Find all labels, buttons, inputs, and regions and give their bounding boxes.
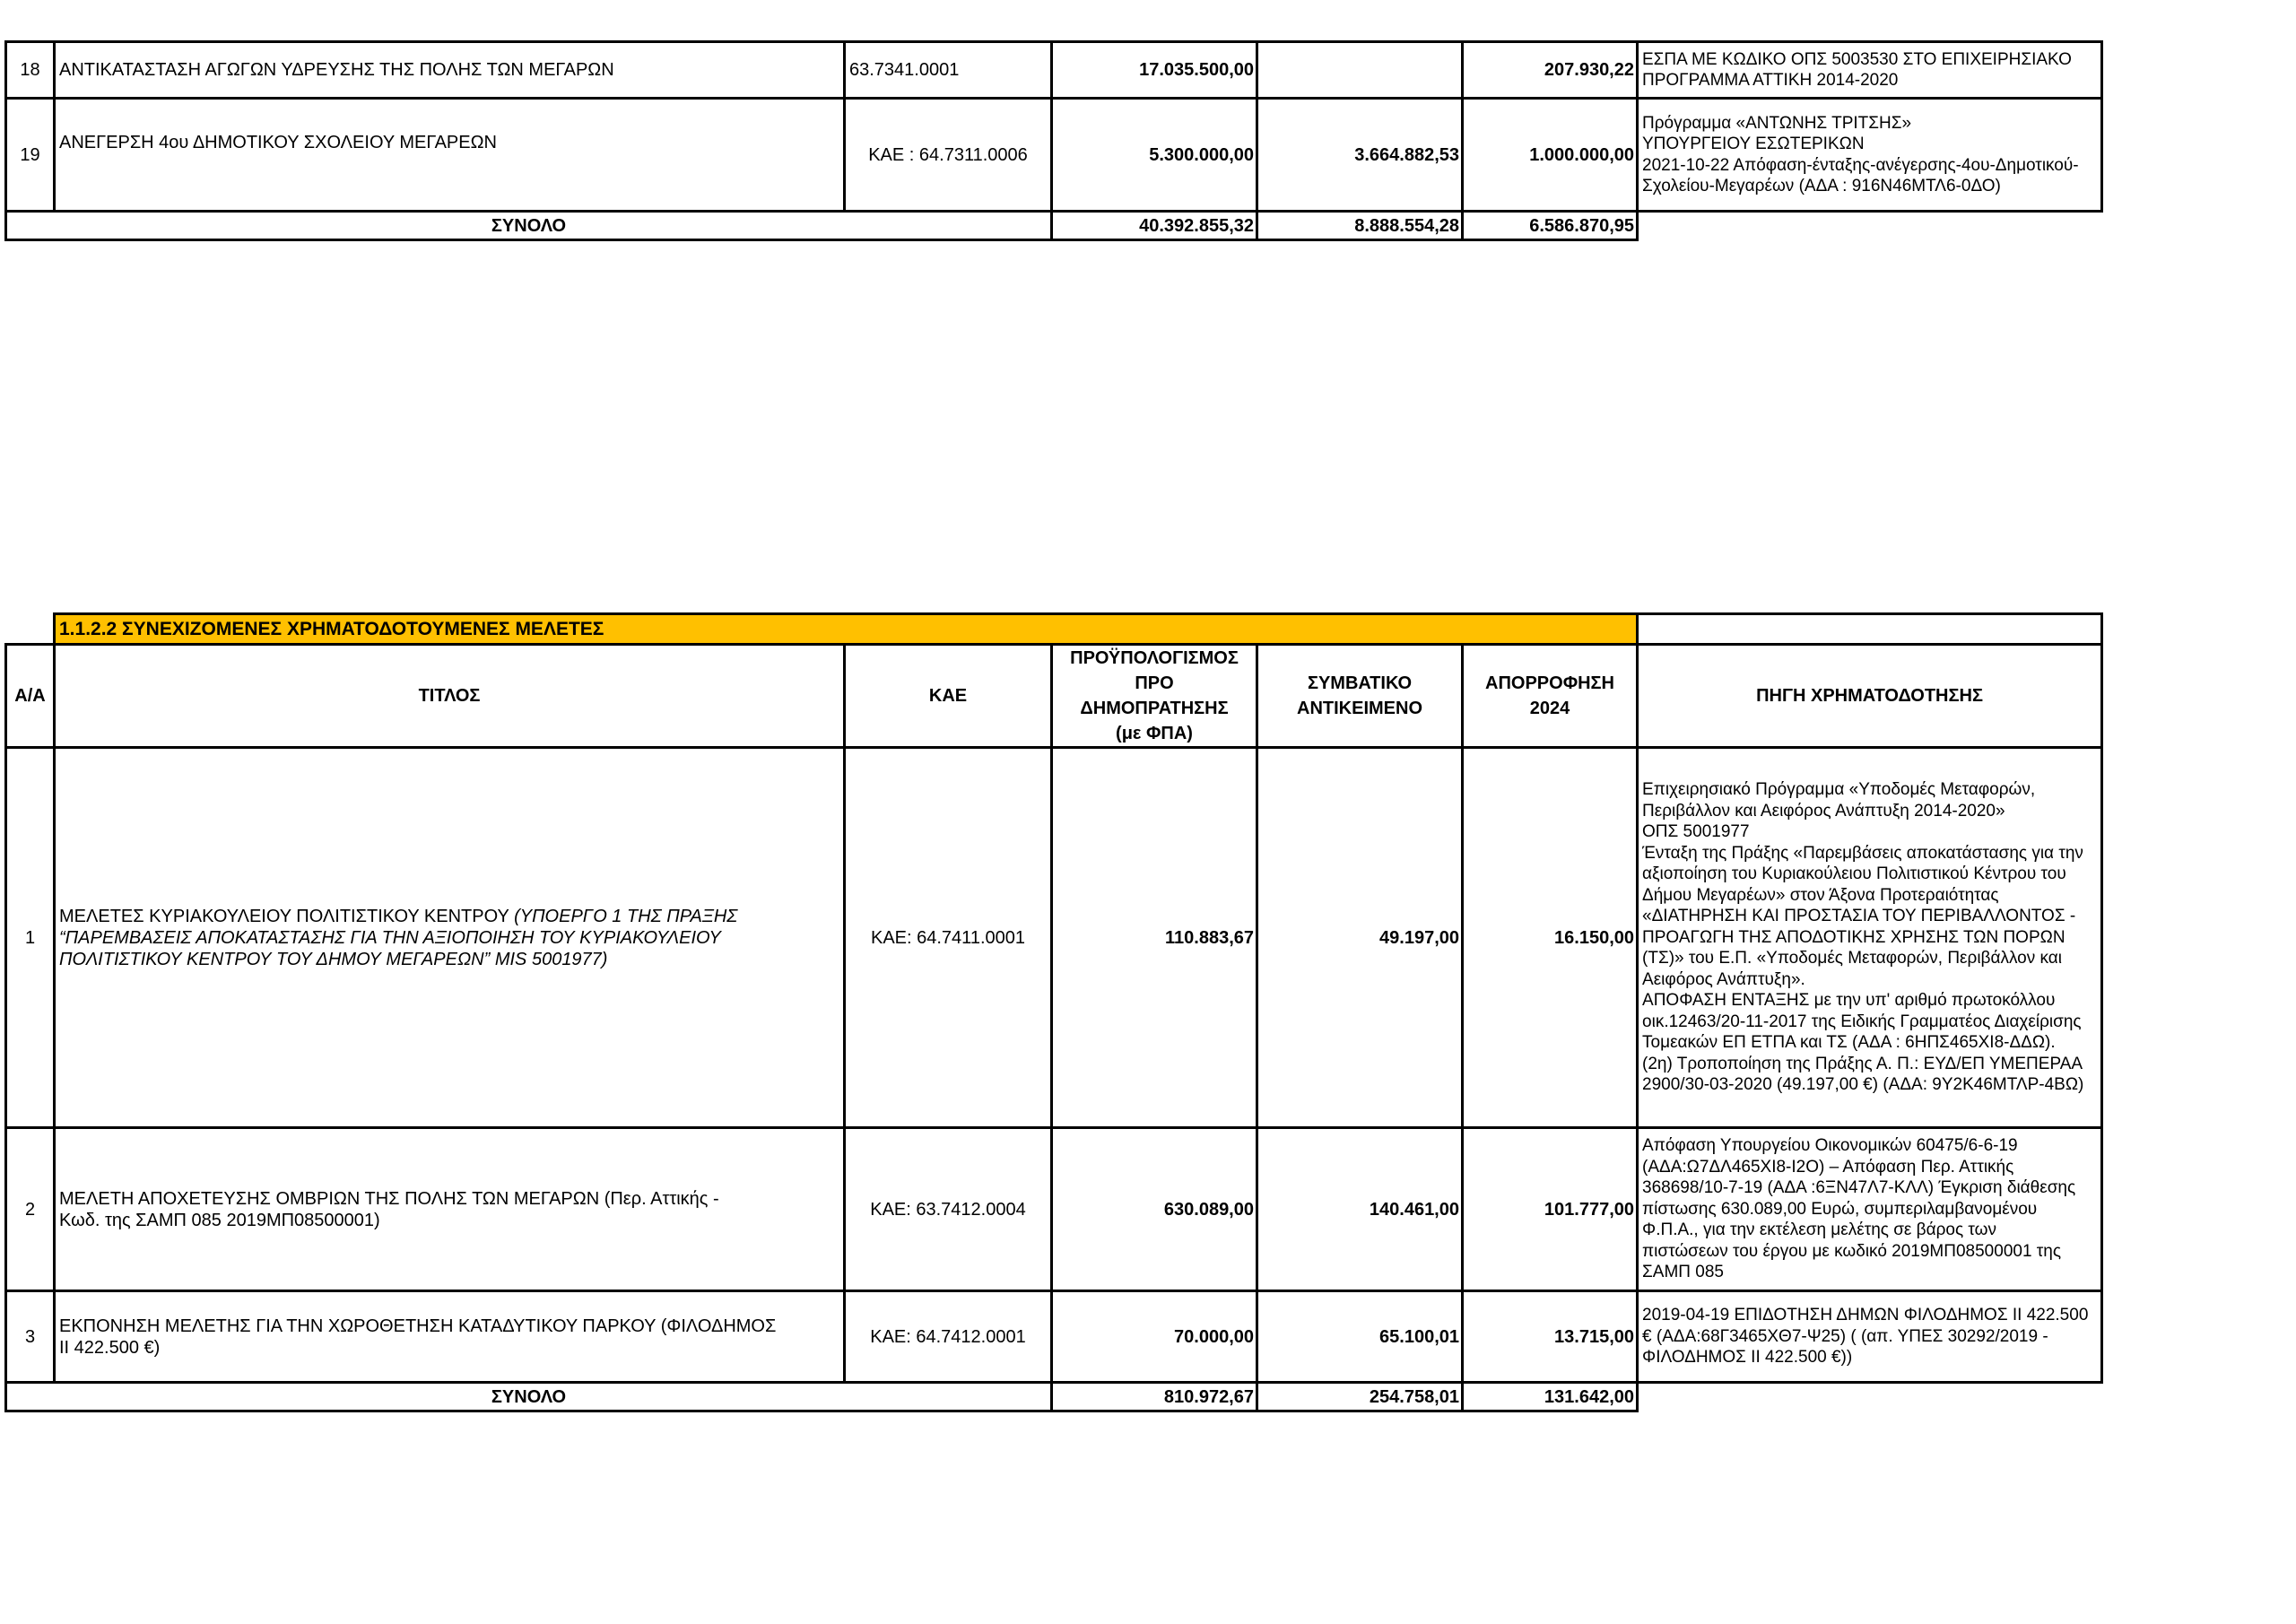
total-budget: 810.972,67 (1052, 1383, 1257, 1411)
total-absorption: 6.586.870,95 (1463, 212, 1638, 240)
contract-value: 49.197,00 (1257, 748, 1463, 1128)
total-budget: 40.392.855,32 (1052, 212, 1257, 240)
header-contract: ΣΥΜΒΑΤΙΚΟ ΑΝΤΙΚΕΙΜΕΝΟ (1257, 645, 1463, 748)
row-number: 2 (6, 1128, 55, 1291)
empty-cell (6, 614, 55, 645)
header-budget: ΠΡΟΫΠΟΛΟΓΙΣΜΟΣ ΠΡΟ ΔΗΜΟΠΡΑΤΗΣΗΣ (με ΦΠΑ) (1052, 645, 1257, 748)
contract-value: 3.664.882,53 (1257, 99, 1463, 212)
budget-value: 5.300.000,00 (1052, 99, 1257, 212)
empty-cell (1638, 1383, 2102, 1411)
kae-code: ΚΑΕ : 64.7311.0006 (845, 99, 1052, 212)
header-absorption: ΑΠΟΡΡΟΦΗΣΗ 2024 (1463, 645, 1638, 748)
total-absorption: 131.642,00 (1463, 1383, 1638, 1411)
empty-cell (1638, 614, 2102, 645)
project-title: ΑΝΕΓΕΡΣΗ 4ου ΔΗΜΟΤΙΚΟΥ ΣΧΟΛΕΙΟΥ ΜΕΓΑΡΕΩΝ (55, 99, 845, 212)
table-row (6, 99, 2102, 212)
projects-table-continued (4, 40, 2103, 241)
budget-value: 630.089,00 (1052, 1128, 1257, 1291)
project-title: ΜΕΛΕΤΗ ΑΠΟΧΕΤΕΥΣΗΣ ΟΜΒΡΙΩΝ ΤΗΣ ΠΟΛΗΣ ΤΩΝ ΜΕΓΑΡΩΝ (Περ. Αττικής - Κωδ. της ΣΑΜΠ 085 2019ΜΠ08500001) (55, 1128, 845, 1291)
empty-cell (1638, 212, 2102, 240)
total-contract: 8.888.554,28 (1257, 212, 1463, 240)
budget-value: 70.000,00 (1052, 1291, 1257, 1383)
absorption-value: 16.150,00 (1463, 748, 1638, 1128)
contract-value: 65.100,01 (1257, 1291, 1463, 1383)
kae-code: 63.7341.0001 (845, 42, 1052, 99)
total-label: ΣΥΝΟΛΟ (6, 1383, 1052, 1411)
funding-source: Επιχειρησιακό Πρόγραμμα «Υποδομές Μεταφορών, Περιβάλλον και Αειφόρος Ανάπτυξη 2014-2020» ΟΠΣ 5001977 Ένταξη της Πράξης «Παρεμβάσεις αποκατάστασης για την αξιοποίηση του Κυριακούλειου Πολιτιστικού Κέντρου του Δήμου Μεγαρέων» στον Άξονα Προτεραιότητας «ΔΙΑΤΗΡΗΣΗ ΚΑΙ ΠΡΟΣΤΑΣΙΑ ΤΟΥ ΠΕΡΙΒΑΛΛΟΝΤΟΣ - ΠΡΟΑΓΩΓΗ ΤΗΣ ΑΠΟΔΟΤΙΚΗΣ ΧΡΗΣΗΣ ΤΩΝ ΠΟΡΩΝ (ΤΣ)» του Ε.Π. «Υποδομές Μεταφορών, Περιβάλλον και Αειφόρος Ανάπτυξη». ΑΠΟΦΑΣΗ ΕΝΤΑΞΗΣ με την υπ' αριθμό πρωτοκόλλου οικ.12463/20-11-2017 της Ειδικής Γραμματέος Διαχείρισης Τομεακών ΕΠ ΕΤΠΑ και ΤΣ (ΑΔΑ : 6ΗΠΣ465ΧΙ8-ΔΔΩ). (2η) Τροποποίηση της Πράξης Α. Π.: ΕΥΔ/ΕΠ ΥΜΕΠΕΡΑΑ 2900/30-03-2020 (49.197,00 €) (ΑΔΑ: 9Υ2Κ46ΜΤΛΡ-4ΒΩ) (1638, 748, 2102, 1128)
total-row (6, 1383, 2102, 1411)
project-title: ΑΝΤΙΚΑΤΑΣΤΑΣΗ ΑΓΩΓΩΝ ΥΔΡΕΥΣΗΣ ΤΗΣ ΠΟΛΗΣ ΤΩΝ ΜΕΓΑΡΩΝ (55, 42, 845, 99)
absorption-value: 207.930,22 (1463, 42, 1638, 99)
table-row (6, 42, 2102, 99)
row-number: 19 (6, 99, 55, 212)
row-number: 1 (6, 748, 55, 1128)
total-label: ΣΥΝΟΛΟ (6, 212, 1052, 240)
header-source: ΠΗΓΗ ΧΡΗΜΑΤΟΔΟΤΗΣΗΣ (1638, 645, 2102, 748)
total-row (6, 212, 2102, 240)
header-row (6, 645, 2102, 748)
row-number: 18 (6, 42, 55, 99)
section-title: 1.1.2.2 ΣΥΝΕΧΙΖΟΜΕΝΕΣ ΧΡΗΜΑΤΟΔΟΤΟΥΜΕΝΕΣ ΜΕΛΕΤΕΣ (55, 614, 1638, 645)
project-title (55, 748, 845, 1128)
table-row (6, 748, 2102, 1128)
budget-value: 110.883,67 (1052, 748, 1257, 1128)
funding-source: 2019-04-19 ΕΠΙΔΟΤΗΣΗ ΔΗΜΩΝ ΦΙΛΟΔΗΜΟΣ ΙΙ 422.500 € (ΑΔΑ:68Γ3465ΧΘ7-Ψ25) ( (απ. ΥΠΕΣ 30292/2019 - ΦΙΛΟΔΗΜΟΣ ΙΙ 422.500 €)) (1638, 1291, 2102, 1383)
header-title: ΤΙΤΛΟΣ (55, 645, 845, 748)
project-title-main: ΜΕΛΕΤΕΣ ΚΥΡΙΑΚΟΥΛΕΙΟΥ ΠΟΛΙΤΙΣΤΙΚΟΥ ΚΕΝΤΡΟΥ (59, 906, 515, 926)
absorption-value: 101.777,00 (1463, 1128, 1638, 1291)
total-contract: 254.758,01 (1257, 1383, 1463, 1411)
funding-source: ΕΣΠΑ ΜΕ ΚΩΔΙΚΟ ΟΠΣ 5003530 ΣΤΟ ΕΠΙΧΕΙΡΗΣΙΑΚΟ ΠΡΟΓΡΑΜΜΑ ΑΤΤΙΚΗ 2014-2020 (1638, 42, 2102, 99)
absorption-value: 1.000.000,00 (1463, 99, 1638, 212)
kae-code: ΚΑΕ: 64.7412.0001 (845, 1291, 1052, 1383)
table-row (6, 1291, 2102, 1383)
header-kae: ΚΑΕ (845, 645, 1052, 748)
funding-source: Απόφαση Υπουργείου Οικονομικών 60475/6-6-19 (ΑΔΑ:Ω7ΔΛ465ΧΙ8-Ι2Ο) – Απόφαση Περ. Αττικής 368698/10-7-19 (ΑΔΑ :6ΞΝ47Λ7-ΚΛΛ) Έγκριση διάθεσης πίστωσης 630.089,00 Ευρώ, συμπεριλαμβανομένου Φ.Π.Α., για την εκτέλεση μελέτης σε βάρος των πιστώσεων του έργου με κωδικό 2019ΜΠ08500001 της ΣΑΜΠ 085 (1638, 1128, 2102, 1291)
funding-source: Πρόγραμμα «ΑΝΤΩΝΗΣ ΤΡΙΤΣΗΣ» ΥΠΟΥΡΓΕΙΟΥ ΕΣΩΤΕΡΙΚΩΝ 2021-10-22 Απόφαση-ένταξης-ανέγερσης-4ου-Δημοτικού- Σχολείου-Μεγαρέων (ΑΔΑ : 916Ν46ΜΤΛ6-0ΔΟ) (1638, 99, 2102, 212)
absorption-value: 13.715,00 (1463, 1291, 1638, 1383)
kae-code: ΚΑΕ: 64.7411.0001 (845, 748, 1052, 1128)
ongoing-studies-table (4, 612, 2103, 1412)
project-title-subproject: (ΥΠΟΕΡΓΟ 1 ΤΗΣ ΠΡΑΞΗΣ “ΠΑΡΕΜΒΑΣΕΙΣ ΑΠΟΚΑΤΑΣΤΑΣΗΣ ΓΙΑ ΤΗΝ ΑΞΙΟΠΟΙΗΣΗ ΤΟΥ ΚΥΡΙΑΚΟΥΛΕΙΟΥ ΠΟΛΙΤΙΣΤΙΚΟΥ ΚΕΝΤΡΟΥ ΤΟΥ ΔΗΜΟΥ ΜΕΓΑΡΕΩΝ” MIS 5001977) (59, 906, 738, 969)
header-aa: Α/Α (6, 645, 55, 748)
contract-value: 140.461,00 (1257, 1128, 1463, 1291)
budget-value: 17.035.500,00 (1052, 42, 1257, 99)
contract-value (1257, 42, 1463, 99)
section-title-row (6, 614, 2102, 645)
table-row (6, 1128, 2102, 1291)
kae-code: ΚΑΕ: 63.7412.0004 (845, 1128, 1052, 1291)
project-title: ΕΚΠΟΝΗΣΗ ΜΕΛΕΤΗΣ ΓΙΑ ΤΗΝ ΧΩΡΟΘΕΤΗΣΗ ΚΑΤΑΔΥΤΙΚΟΥ ΠΑΡΚΟΥ (ΦΙΛΟΔΗΜΟΣ ΙΙ 422.500 €) (55, 1291, 845, 1383)
row-number: 3 (6, 1291, 55, 1383)
